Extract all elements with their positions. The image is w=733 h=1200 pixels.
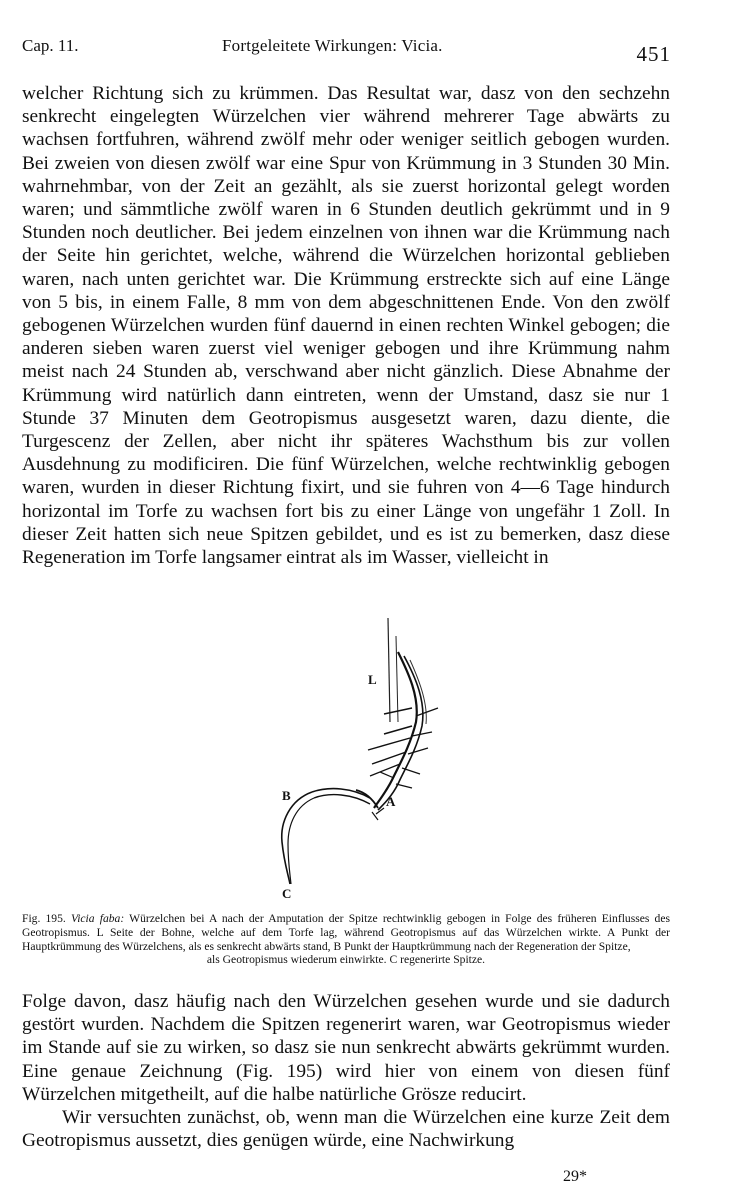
signature-mark: 29* — [563, 1168, 587, 1185]
figure-caption — [22, 912, 670, 967]
page-number: 451 — [636, 42, 671, 66]
lower-paragraph-2: Wir versuchten zunächst, ob, wenn man die Würzelchen eine kurze Zeit dem Geotropismus aussetzt, dies genügen würde, eine Nachwirkung — [22, 1107, 670, 1152]
lower-text — [22, 990, 670, 1152]
chapter-label: Cap. 11. — [22, 36, 79, 55]
caption-last-line: als Geotropismus wiederum einwirkte. C regenerirte Spitze. — [206, 953, 486, 967]
running-title: Fortgeleitete Wirkungen: Vicia. — [222, 36, 443, 55]
label-B: B — [282, 788, 291, 803]
caption-species: Vicia faba: — [70, 912, 125, 925]
main-text — [22, 82, 670, 569]
caption-fig-number: Fig. 195. — [22, 912, 66, 925]
running-header — [22, 36, 671, 64]
caption-text: Würzelchen bei A nach der Amputation der Spitze rechtwinklig gebogen in Folge des früheren Einflusses des Geotropismus. L Seite der Bohne, welche auf dem Torfe lag, während Geotropismus auf das Würzelchen wirkte. A Punkt der Hauptkrümmung des Würzelchens, als es senkrecht abwärts stand, B Punkt der Hauptkrümmung nach der Regeneration der Spitze, — [22, 912, 670, 953]
figure-195 — [260, 612, 520, 902]
body-paragraph: welcher Richtung sich zu krümmen. Das Resultat war, dasz von den sechzehn senkrecht eingelegten Würzelchen vier während mehrerer Tage abwärts zu wachsen fortfuhren, während zwölf mehr oder weniger seitlich gebogen wurden. Bei zweien von diesen zwölf war eine Spur von Krümmung in 3 Stunden 30 Min. wahrnehmbar, von der Zeit an gezählt, als sie zuerst horizontal gelegt worden waren; und sämmtliche zwölf waren in 6 Stunden deutlich gekrümmt und in 9 Stunden noch deutlicher. Bei jedem einzelnen von ihnen war die Krümmung nach der Seite hin gerichtet, welche, während die Würzelchen horizontal geblieben waren, nach unten gerichtet war. Die Krümmung erstreckte sich auf eine Länge von 5 bis, in einem Falle, 8 mm von dem abgeschnittenen Ende. Von den zwölf gebogenen Würzelchen wurden fünf dauernd in einen rechten Winkel gebogen; die anderen sieben waren zuerst viel weniger gebogen und ihre Krümmung nahm meist nach 24 Stunden ab, verschwand aber nicht gänzlich. Diese Abnahme der Krümmung wird natürlich dann eintreten, wenn der Umstand, dasz sie nur 1 Stunde 37 Minuten dem Geotropismus ausgesetzt waren, dazu diente, die Turgescenz der Zellen, aber nicht ihr späteres Wachsthum bis zur vollen Ausdehnung zu modificiren. Die fünf Würzelchen, welche rechtwinklig gebogen waren, wurden in dieser Richtung fixirt, und sie fuhren von 4—6 Tage hindurch horizontal im Torfe zu wachsen fort bis zu einer Länge von ungefähr 1 Zoll. In dieser Zeit hatten sich neue Spitzen gebildet, und es ist zu bemerken, dasz diese Regeneration im Torfe langsamer eintrat als im Wasser, vielleicht in — [22, 83, 670, 569]
label-L: L — [368, 672, 377, 687]
lower-paragraph-1: Folge davon, dasz häufig nach den Würzelchen gesehen wurde und sie dadurch gestört wurden. Nachdem die Spitzen regenerirt waren, war Geotropismus wieder im Stande auf sie zu wirken, so dasz sie nun senkrecht abwärts gekrümmt wurden. Eine genaue Zeichnung (Fig. 195) wird hier von einem von diesen fünf Würzelchen mitgetheilt, auf die halbe natürliche Grösze reducirt. — [22, 991, 670, 1105]
label-C: C — [282, 886, 292, 901]
label-A: A — [386, 794, 396, 809]
root-illustration — [260, 612, 520, 902]
